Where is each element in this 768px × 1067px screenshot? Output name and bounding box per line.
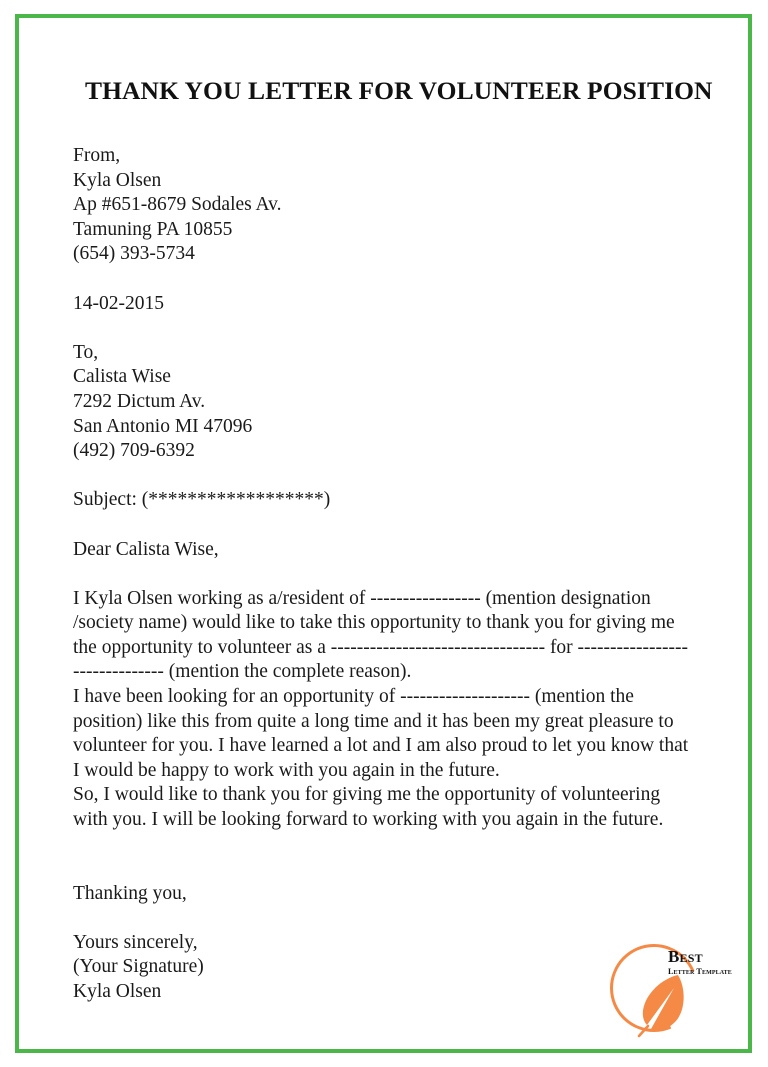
feather-quill-icon (634, 972, 696, 1038)
signature-placeholder: (Your Signature) (73, 956, 204, 978)
page-title: THANK YOU LETTER FOR VOLUNTEER POSITION (85, 76, 713, 105)
body-paragraph-2: I have been looking for an opportunity of -------------------- (mention the position) like this from quite a long time and it has been my great pleasure to volunteer for you. I have learned a lot and I am also proud to let you know that I would be happy to work with you again in the future. (73, 686, 689, 781)
date-value: 14-02-2015 (73, 292, 164, 314)
salutation-text: Dear Calista Wise, (73, 538, 219, 560)
recipient-address-block (73, 341, 693, 464)
signature-block (73, 931, 693, 1005)
subject-text: Subject: (******************) (73, 489, 331, 511)
salutation (73, 538, 693, 563)
sender-phone: (654) 393-5734 (73, 243, 195, 265)
body-paragraph-3: So, I would like to thank you for giving me the opportunity of volunteering with you. I will be looking forward to working with you again in the future. (73, 784, 664, 831)
letter-date (73, 292, 693, 317)
logo-brand-sub: Letter Template (668, 967, 732, 976)
closing-sincerely: Yours sincerely, (73, 931, 198, 953)
sender-address-block (73, 144, 693, 267)
thanking-text: Thanking you, (73, 882, 187, 904)
recipient-phone: (492) 709-6392 (73, 440, 195, 462)
sender-name: Kyla Olsen (73, 169, 162, 191)
sender-from-label: From, (73, 145, 121, 166)
body-paragraph-1: I Kyla Olsen working as a/resident of ----------------- (mention designation /society name) would like to take this opportunity to thank you for giving me the opportunity to volunteer as a --------------------------------- for ------------------------------- (mention the complete reason). (73, 587, 688, 683)
subject-line (73, 488, 693, 513)
logo-wordmark (668, 947, 732, 977)
recipient-to-label: To, (73, 341, 99, 363)
closing-thanking (73, 882, 693, 907)
signer-name: Kyla Olsen (73, 981, 162, 1002)
recipient-name: Calista Wise (73, 366, 171, 388)
best-letter-template-logo (608, 938, 732, 1042)
recipient-street: 7292 Dictum Av. (73, 390, 206, 412)
recipient-city-state-zip: San Antonio MI 47096 (73, 415, 253, 437)
logo-brand-main: Best (668, 947, 703, 966)
sender-city-state-zip: Tamuning PA 10855 (73, 218, 233, 240)
sender-street: Ap #651-8679 Sodales Av. (73, 194, 282, 216)
